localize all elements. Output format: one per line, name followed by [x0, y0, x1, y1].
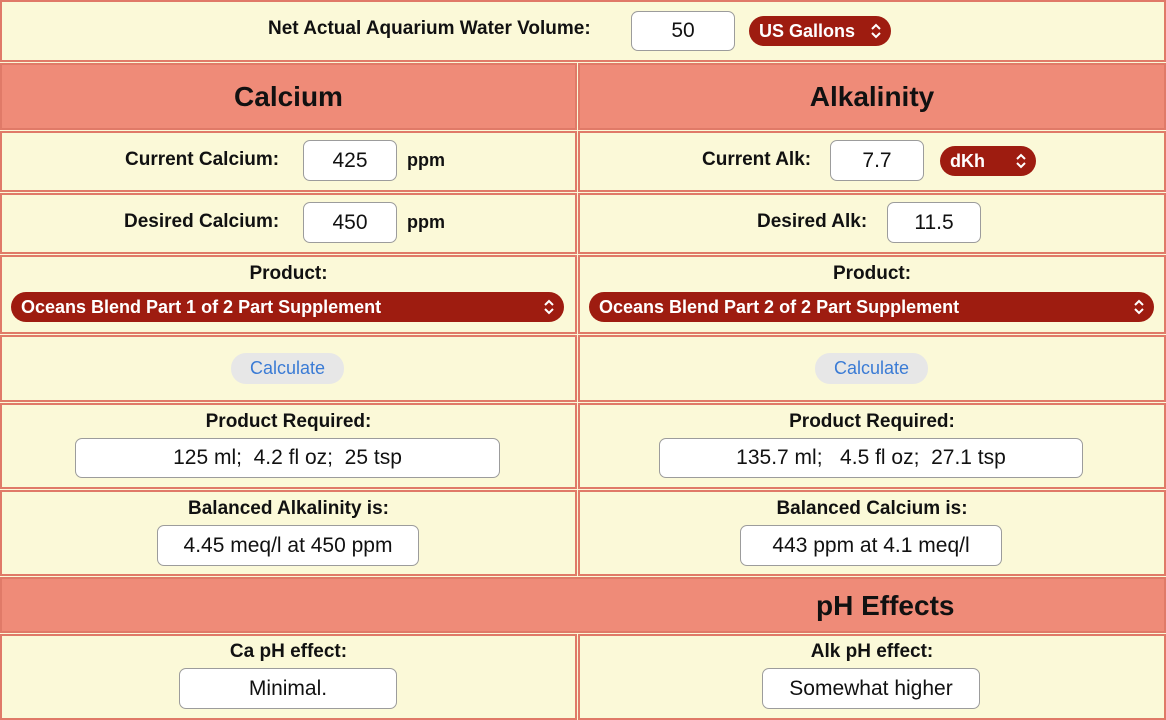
calcium-required-output: 125 ml; 4.2 fl oz; 25 tsp — [75, 438, 500, 478]
alk-product-value: Oceans Blend Part 2 of 2 Part Supplement — [599, 296, 960, 317]
alk-unit-select[interactable] — [940, 146, 1036, 176]
desired-calcium-label: Desired Calcium: — [124, 211, 280, 232]
calcium-product-label: Product: — [249, 263, 328, 284]
balanced-calcium-label: Balanced Calcium is: — [776, 498, 968, 519]
calcium-calculate-button[interactable]: Calculate — [231, 353, 344, 384]
calcium-title: Calcium — [234, 81, 343, 112]
balanced-alk-label: Balanced Alkalinity is: — [188, 498, 389, 519]
chevron-up-down-icon — [1015, 153, 1027, 169]
chevron-up-down-icon — [1133, 299, 1145, 315]
alkalinity-title: Alkalinity — [809, 81, 935, 112]
alk-ph-label: Alk pH effect: — [810, 641, 934, 662]
desired-calcium-input[interactable]: 450 — [303, 202, 397, 243]
ca-ph-output: Minimal. — [179, 668, 397, 709]
desired-alk-input[interactable]: 11.5 — [887, 202, 981, 243]
current-alk-input[interactable]: 7.7 — [830, 140, 924, 181]
calcium-product-select[interactable] — [11, 292, 564, 322]
volume-unit-select[interactable] — [749, 16, 891, 46]
desired-alk-label: Desired Alk: — [757, 211, 868, 232]
balanced-alk-output: 4.45 meq/l at 450 ppm — [157, 525, 419, 566]
current-alk-label: Current Alk: — [702, 149, 812, 170]
volume-label: Net Actual Aquarium Water Volume: — [268, 18, 591, 39]
current-calcium-input[interactable]: 425 — [303, 140, 397, 181]
ca-ph-label: Ca pH effect: — [229, 641, 348, 662]
balanced-calcium-output: 443 ppm at 4.1 meq/l — [740, 525, 1002, 566]
alk-unit-value: dKh — [950, 150, 985, 171]
alk-required-label: Product Required: — [789, 411, 955, 432]
volume-input[interactable]: 50 — [631, 11, 735, 51]
calcium-required-label: Product Required: — [205, 411, 372, 432]
chevron-up-down-icon — [870, 23, 882, 39]
alk-product-select[interactable] — [589, 292, 1154, 322]
alk-product-label: Product: — [832, 263, 912, 284]
current-calcium-cell — [0, 131, 577, 192]
current-calcium-label: Current Calcium: — [125, 149, 280, 170]
desired-calcium-unit: ppm — [407, 212, 445, 232]
ph-effects-header — [0, 577, 1166, 633]
alk-ph-output: Somewhat higher — [762, 668, 980, 709]
current-calcium-unit: ppm — [407, 150, 445, 170]
ph-effects-title: pH Effects — [816, 590, 955, 621]
alk-required-output: 135.7 ml; 4.5 fl oz; 27.1 tsp — [659, 438, 1083, 478]
alk-calculate-button[interactable]: Calculate — [815, 353, 928, 384]
desired-calcium-cell — [0, 193, 577, 254]
volume-unit-value: US Gallons — [759, 20, 856, 41]
chevron-up-down-icon — [543, 299, 555, 315]
calcium-product-value: Oceans Blend Part 1 of 2 Part Supplement — [21, 296, 382, 317]
desired-alk-cell — [578, 193, 1166, 254]
